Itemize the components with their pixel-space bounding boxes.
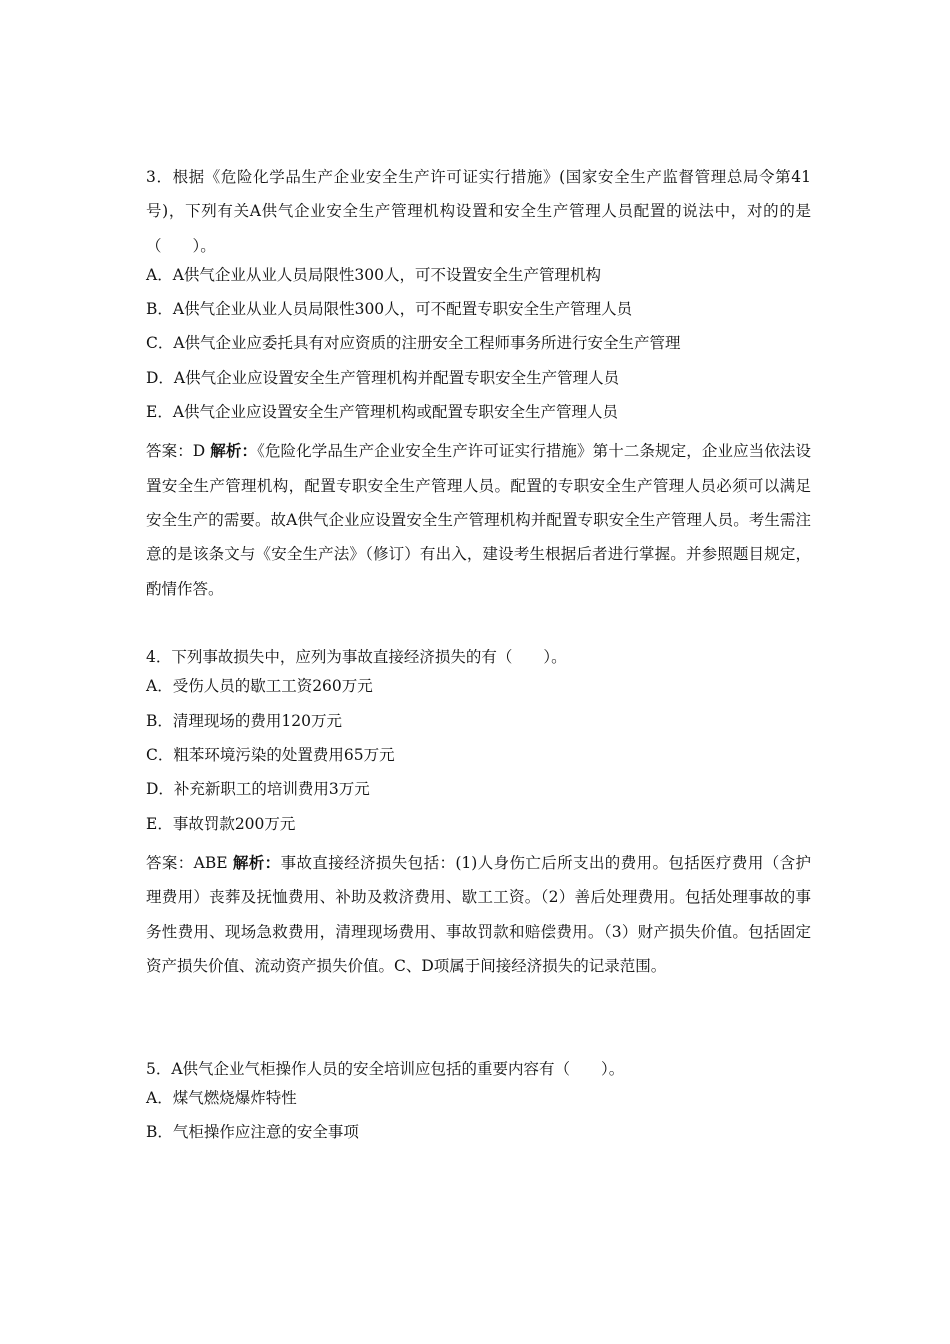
question-4-option-e: E．事故罚款200万元 xyxy=(146,814,296,833)
question-3-stem: 3．根据《危险化学品生产企业安全生产许可证实行措施》(国家安全生产监督管理总局令第41号)，下列有关A供气企业安全生产管理机构设置和安全生产管理人员配置的说法中，对的的是（ ）。 xyxy=(146,168,811,255)
question-3-option-c: C．A供气企业应委托具有对应资质的注册安全工程师事务所进行安全生产管理 xyxy=(146,334,681,353)
question-4-analysis-label: 解析： xyxy=(232,852,281,872)
question-3-analysis: 《危险化学品生产企业安全生产许可证实行措施》第十二条规定，企业应当依法设置安全生产管理机构，配置专职安全生产管理人员。配置的专职安全生产管理人员必须可以满足安全生产的需要。故A供气企业应设置安全生产管理机构并配置专职安全生产管理人员。考生需注意的是该条文与《安全生产法》（修订）有出入，建设考生根据后者进行掌握。并参照题目规定，酌情作答。 xyxy=(146,442,811,598)
question-4-option-a: A．受伤人员的歇工工资260万元 xyxy=(146,677,373,696)
question-4-option-c: C．粗苯环境污染的处置费用65万元 xyxy=(146,746,395,765)
question-5-option-b: B．气柜操作应注意的安全事项 xyxy=(146,1123,359,1142)
question-5-stem: 5．A供气企业气柜操作人员的安全培训应包括的重要内容有（ ）。 xyxy=(146,1059,625,1078)
question-3-option-e: E．A供气企业应设置安全生产管理机构或配置专职安全生产管理人员 xyxy=(146,403,619,422)
question-3-option-d: D．A供气企业应设置安全生产管理机构并配置专职安全生产管理人员 xyxy=(146,368,620,387)
question-3-option-a: A．A供气企业从业人员局限性300人，可不设置安全生产管理机构 xyxy=(146,265,601,284)
question-4-answer xyxy=(146,846,811,983)
spacer xyxy=(146,606,811,640)
document-body xyxy=(146,160,811,1155)
spacer xyxy=(146,983,811,1052)
question-4-answer-prefix: 答案：ABE xyxy=(146,853,233,872)
question-5-option-a: A．煤气燃烧爆炸特性 xyxy=(146,1089,297,1108)
question-3-analysis-label: 解析： xyxy=(210,441,258,461)
question-4-option-d: D．补充新职工的培训费用3万元 xyxy=(146,780,370,799)
question-4-option-b: B．清理现场的费用120万元 xyxy=(146,711,342,730)
question-4-stem: 4．下列事故损失中，应列为事故直接经济损失的有（ ）。 xyxy=(146,648,567,667)
question-3-answer-prefix: 答案：D xyxy=(146,442,211,461)
question-4-analysis: 事故直接经济损失包括：(1)人身伤亡后所支出的费用。包括医疗费用（含护理费用）丧葬及抚恤费用、补助及救济费用、歇工工资。（2）善后处理费用。包括处理事故的事务性费用、现场急救费用，清理现场费用、事故罚款和赔偿费用。（3）财产损失价值。包括固定资产损失价值、流动资产损失价值。C、D项属于间接经济损失的记录范围。 xyxy=(146,853,811,975)
question-3-answer xyxy=(146,434,811,605)
question-3-option-b: B．A供气企业从业人员局限性300人，可不配置专职安全生产管理人员 xyxy=(146,300,633,319)
